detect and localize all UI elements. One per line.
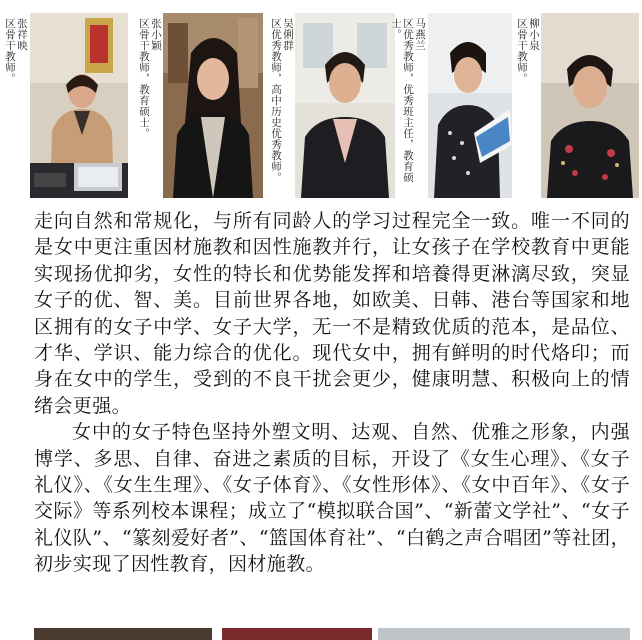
teacher-photo-5 <box>541 13 639 198</box>
teacher-caption-2: 张小颖 区骨干教师，教育硕士。 <box>138 18 162 139</box>
teacher-photo-1 <box>30 13 128 198</box>
teacher-caption-4: 马燕兰 区优秀教师，优秀班主任，教育硕士。 <box>390 18 426 183</box>
teacher-photo-4 <box>428 13 512 198</box>
teacher-photo-strip <box>0 0 642 202</box>
bottom-photo-3 <box>378 628 630 640</box>
article-paragraph-1: 走向自然和常规化，与所有同龄人的学习过程完全一致。唯一不同的是女中更注重因材施教和因性施教并行，让女孩子在学校教育中更能实现扬优抑劣，女性的特长和优势能发挥和培養得更淋漓尽致，突显女子的优、智、美。目前世界各地，如欧美、日韩、港台等国家和地区拥有的女子中学、女子大学，无一不是精致优质的范本，是品位、才华、学识、能力综合的优化。现代女中，拥有鲜明的时代烙印；而身在女中的学生，受到的不良干扰会更少，健康明慧、积极向上的情绪会更强。 <box>34 210 630 417</box>
teacher-caption-1: 张祥映 区骨干教师。 <box>4 18 28 84</box>
teacher-photo-3 <box>295 13 395 198</box>
bottom-photo-strip <box>0 628 642 640</box>
article-body <box>34 208 630 578</box>
teacher-caption-3: 吴俐群 区优秀教师，高中历史优秀教师。 <box>270 18 294 183</box>
article-paragraph-2: 女中的女子特色坚持外塑文明、达观、自然、优雅之形象，内强博学、多思、自律、奋进之素质的目标，开设了《女生心理》、《女子礼仪》、《女生生理》、《女子体育》、《女性形体》、《女中百年》、《女子交际》等系列校本课程；成立了“模拟联合国”、“新蕾文学社”、“女子礼仪队”、“篆刻爱好者”、“篮国体育社”、“白鹤之声合唱团”等社团，初步实现了因性教育，因材施教。 <box>34 421 630 576</box>
teacher-caption-5: 柳小泉 区骨干教师。 <box>516 18 540 84</box>
teacher-photo-2 <box>163 13 263 198</box>
bottom-photo-2 <box>222 628 372 640</box>
bottom-photo-1 <box>34 628 212 640</box>
